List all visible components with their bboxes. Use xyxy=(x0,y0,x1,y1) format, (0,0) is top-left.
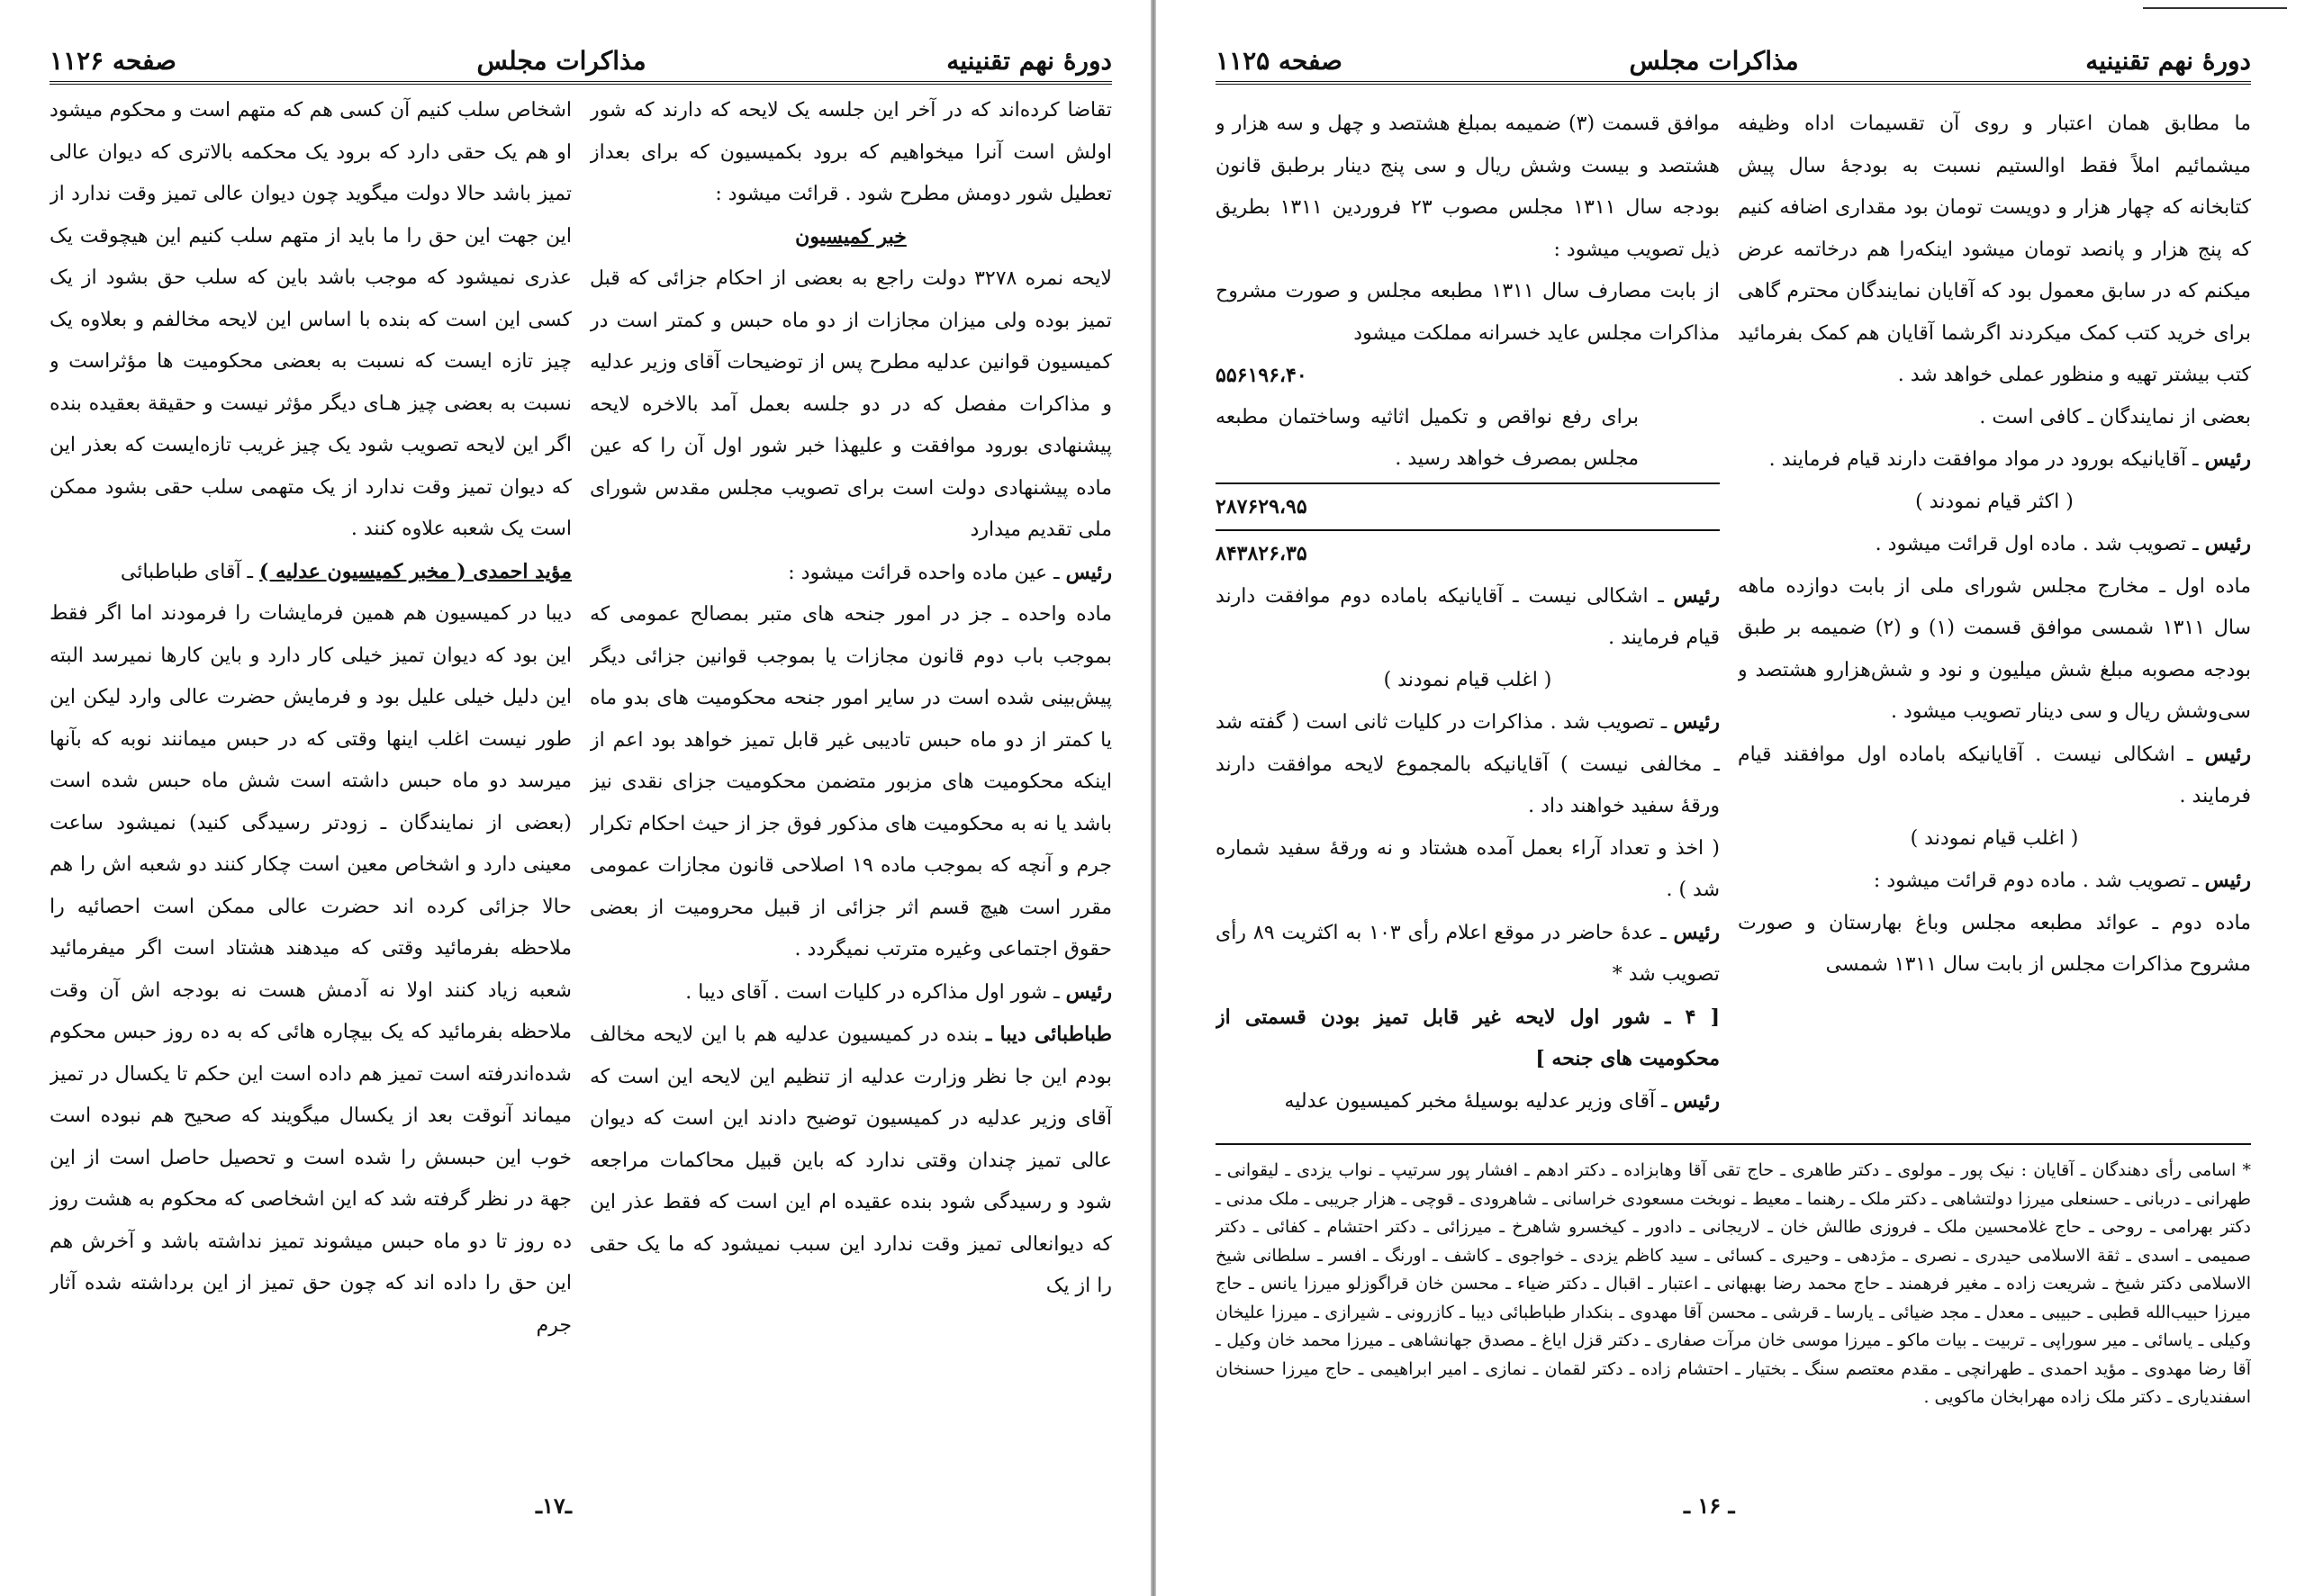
speaker-line xyxy=(1738,734,2251,818)
header-session: دورهٔ نهم تقنینیه xyxy=(946,46,1112,76)
speaker-text: ـ تصویب شد . ماده اول قرائت میشود . xyxy=(1875,533,2199,555)
amount-total-row xyxy=(1216,533,1720,575)
speaker-name: رئیس xyxy=(1673,583,1720,608)
speaker-line xyxy=(1738,438,2251,482)
right-page-col-right xyxy=(1738,104,2251,1134)
right-page-header xyxy=(1216,34,2251,76)
speaker-line xyxy=(1738,523,2251,566)
speaker-text: ـ آقایانیکه بورود در مواد موافقت دارند قیام فرمایند . xyxy=(1768,448,2199,471)
paragraph: بعضی از نمایندگان ـ کافی است . xyxy=(1979,405,2251,428)
paragraph: لایحه نمره ۳۲۷۸ دولت راجع به بعضی از احکام جزائی که قبل تمیز بوده ولی میزان مجازات از دو ماه حبس و کمتر است در کمیسیون قوانین عدلیه مطرح پس از توضیحات آقای وزیر عدلیه و مذاکرات مفصل که در دو جلسه بعمل آمد بالاخره لایحه پیشنهادی بورود موافقت و علیهذا خبر شور اول آن را که عین ماده پیشنهادی دولت است برای تصویب مجلس مقدس شورای ملی تقدیم میدارد xyxy=(590,267,1112,541)
speaker-name: رئیس xyxy=(2204,532,2251,555)
speaker-text: ـ آقای وزیر عدلیه بوسیلهٔ مخبر کمیسیون عدلیه xyxy=(1284,1089,1668,1113)
speaker-line xyxy=(590,1014,1112,1308)
page-number: ـ ۱۶ ـ xyxy=(1684,1492,1735,1519)
speaker-line xyxy=(50,551,572,594)
speaker-text: ـ عدهٔ حاضر در موقع اعلام رأی ۱۰۳ به اکثریت ۸۹ رأی تصویب شد * xyxy=(1216,921,1720,986)
speaker-text: ـ شور اول مذاکره در کلیات است . آقای دیبا . xyxy=(685,980,1060,1004)
speaker-text: ـ اشکالی نیست . آقایانیکه باماده اول موافقند قیام فرمایند . xyxy=(1738,743,2251,807)
speaker-name: رئیس xyxy=(1673,710,1720,734)
amount-divider xyxy=(1216,482,1720,484)
speaker-line xyxy=(1216,1080,1720,1123)
speaker-line xyxy=(1738,860,2251,903)
header-title: مذاکرات مجلس xyxy=(476,46,646,76)
right-page-col-left xyxy=(1216,104,1720,1134)
book-spine xyxy=(1151,0,1156,1596)
amount-value: ۵۵۶۱۹۶،۴۰ xyxy=(1216,364,1307,387)
speaker-text: ـ تصویب شد . مذاکرات در کلیات ثانی است ( گفته شد ـ مخالفی نیست ) آقایانیکه بالمجموع لایحه موافقت دارند ورقهٔ سفید خواهند داد . xyxy=(1216,711,1720,817)
amount-divider xyxy=(1216,529,1720,531)
header-page-label: صفحه ۱۱۲۶ xyxy=(50,46,176,76)
amount-row xyxy=(1216,486,1720,528)
amount-total: ۸۴۳۸۲۶،۳۵ xyxy=(1216,542,1307,565)
amount-row xyxy=(1216,355,1720,397)
speaker-name: طباطبائی دیبا ـ xyxy=(986,1023,1112,1046)
left-page-col-right xyxy=(590,90,1112,1481)
paragraph-text: از بابت مصارف سال ۱۳۱۱ مطبعه مجلس و صورت مشروح مذاکرات مجلس عاید خسرانه مملکت میشود xyxy=(1216,280,1720,345)
speaker-name: رئیس xyxy=(2204,447,2251,471)
stage-note: ( اکثر قیام نمودند ) xyxy=(1915,490,2074,513)
stage-note: ( اغلب قیام نمودند ) xyxy=(1910,826,2079,850)
speaker-name: رئیس xyxy=(2204,869,2251,892)
left-page-header xyxy=(50,34,1112,76)
section-subtitle: خبر کمیسیون xyxy=(795,224,907,248)
section-heading: [ ۴ ـ شور اول لایحه غیر قابل تمیز بودن قسمتی از محکومیت های جنحه ] xyxy=(1216,1005,1720,1070)
paragraph: دیبا در کمیسیون هم همین فرمایشات را فرمودند اما اگر فقط این بود که دیوان تمیز خیلی کار دارد و باین کارها نمیرسد البته این دلیل خیلی علیل بود و فرمایش حضرت عالی وارد لیکن این طور نیست اغلب اینها وقتی که در حبس میمانند نوبه که بآنها میرسد دو ماه حبس داشته است شش ماه حبس شده است (بعضی از نمایندگان ـ زودتر رسیدگی کنید) نمیشود ساعت معینی دارد و اشخاص معین است چکار کنند دو شعبه اش را هم حالا جزائی کرده اند حضرت عالی ممکن است احصائیه را ملاحظه بفرمائید وقتی که میدهند هشتاد است اگر میفرمائید شعبه زیاد کنند اولا نه آدمش هست نه بودجه اش آن وقت ملاحظه بفرمائید که یک بیچاره هائی که به ده روز حبس محکوم شده‌اندرفته است تمیز هم داده است این حکم تا یکسال در تمیز میماند آنوقت بعد از یکسال میگویند که صحیح هم نبوده است خوب این حبسش را شده است و تحصیل حاصل است از این جهة در نظر گرفته شد که این اشخاصی که محکوم به هشت روز ده روز تا دو ماه حبس میشوند تمیز نداشته باشد و آخرش هم این حق را داده اند که چون حق تمیز از این برداشته شده آثار جرم xyxy=(50,602,572,1337)
stage-note: ( اخذ و تعداد آراء بعمل آمده هشتاد و نه ورقهٔ سفید شماره شد ) . xyxy=(1216,836,1720,901)
speaker-text: ـ عین ماده واحده قرائت میشود : xyxy=(788,561,1060,584)
paragraph: اشخاص سلب کنیم آن کسی هم که متهم است و محکوم میشود او هم یک حقی دارد که برود یک محکمه بالاتری که دیوان عالی تمیز باشد حالا دولت میگوید چون دیوان عالی تمیز وقت ندارد از این جهت این حق را ما باید از متهم سلب کنیم این هیچوقت یک عذری نمیشود که موجب باشد باین که سلب حق بشود از یک کسی این است که بنده با اساس این لایحه مخالفم و بعلاوه یک چیز تازه ایست که نسبت به بعضی محکومیت ها مؤثراست و نسبت به بعضی چیز هـای دیگر مؤثر نیست و حقیقة بعقیده بنده اگر این لایحه تصویب شود یک چیز غریب تازه‌ایست که بعذر این که دیوان تمیز وقت ندارد از یک متهمی سلب حقی بشود ممکن است یک شعبه علاوه کنند . xyxy=(50,99,572,540)
speaker-line xyxy=(1216,575,1720,660)
header-rule xyxy=(50,81,1112,85)
footnote-rule xyxy=(1216,1143,2251,1145)
header-page-label: صفحه ۱۱۲۵ xyxy=(1216,46,1342,76)
header-session: دورهٔ نهم تقنینیه xyxy=(2085,46,2251,76)
speaker-name: رئیس xyxy=(1673,920,1720,944)
footnote-voters: * اسامی رأی دهندگان ـ آقایان : نیک پور ـ مولوی ـ دکتر طاهری ـ حاج تقی آقا وهابزاده ـ دکتر ادهم ـ افشار پور سرتیپ ـ نواب یزدی ـ لیقوانی ـ طهرانی ـ دربانی ـ حسنعلی میرزا دولتشاهی ـ دکتر ملک ـ رهنما ـ معیط ـ نوبخت مسعودی خراسانی ـ شاهرودی ـ قوچی ـ هزار جریبی ـ ملک مدنی ـ دکتر بهرامی ـ روحی ـ حاج غلامحسین ملک ـ فروزی طالش خان ـ لاریجانی ـ دادور ـ کیخسرو شاهرخ ـ میرزائی ـ دکتر احتشام ـ کفائی ـ دکتر صمیمی ـ اسدی ـ ثقة الاسلامی حیدری ـ نصری ـ مژدهی ـ وحیری ـ کسائی ـ سید کاظم یزدی ـ خواجوی ـ کاشف ـ اورنگ ـ افسر ـ سلطانی شیخ الاسلامی دکتر شیخ ـ شریعت زاده ـ مغیر فرهمند ـ حاج محمد رضا بهبهانی ـ اعتبار ـ اقبال ـ دکتر ضیاء ـ محسن خان قراگوزلو میرزا یانس ـ حاج میرزا حبیب‌الله قطبی ـ حبیبی ـ معدل ـ مجد ضیائی ـ یارسا ـ قرشی ـ محسن آقا مهدوی ـ بنکدار طباطبائی دیبا ـ کازرونی ـ شیرازی ـ میرزا علیخان وکیلی ـ یاسائی ـ میر سوراپی ـ تربیت ـ بیات ماکو ـ میرزا موسی خان مرآت صفاری ـ دکتر قزل ایاغ ـ مصدق جهانشاهی ـ میرزا محمد خان وکیل ـ آقا رضا مهدوی ـ مؤید احمدی ـ طهرانچی ـ مقدم معتصم سنگ ـ بختیار ـ احتشام زاده ـ دکتر لقمان ـ نمازی ـ امیر ابراهیمی ـ حاج میرزا حسنخان اسفندیاری ـ دکتر ملک زاده مهرابخان ماکویی . xyxy=(1216,1160,2251,1407)
speaker-line xyxy=(1216,701,1720,828)
paragraph: تقاضا کرده‌اند که در آخر این جلسه یک لایحه که دارند که شور اولش است آنرا میخواهیم که برود بکمیسیون که برای بعداز تعطیل شور دومش مطرح شود . قرائت میشود : xyxy=(590,99,1112,205)
speaker-name: رئیس xyxy=(1673,1088,1720,1113)
speaker-name: رئیس xyxy=(1065,560,1112,584)
paragraph: ماده دوم ـ عوائد مطبعه مجلس وباغ بهارستان و صورت مشروح مذاکرات مجلس از بابت سال ۱۳۱۱ شمسی xyxy=(1738,911,2251,976)
speaker-text: ـ اشکالی نیست ـ آقایانیکه باماده دوم موافقت دارند قیام فرمایند . xyxy=(1216,584,1720,649)
speaker-name: مؤید احمدی ( مخبر کمیسیون عدلیه ) xyxy=(259,559,572,583)
paragraph: ماده اول ـ مخارج مجلس شورای ملی از بابت دوازده ماهه سال ۱۳۱۱ شمسی موافق قسمت (۱) و (۲) ضمیمه بر طبق بودجه مصوبه مبلغ شش میلیون و نود و شش‌هزارو هشتصد و سی‌وشش ریال و سی دینار تصویب میشود . xyxy=(1738,574,2251,723)
speaker-text: ـ آقای طباطبائی xyxy=(120,560,254,583)
paragraph xyxy=(1216,271,1720,355)
paragraph: موافق قسمت (۳) ضمیمه بمبلغ هشتصد و چهل و سه هزار و هشتصد و بیست وشش ریال و سی پنج دینار برطبق قانون بودجه سال ۱۳۱۱ مجلس مصوب ۲۳ فروردین ۱۳۱۱ بطریق ذیل تصویب میشود : xyxy=(1216,113,1720,261)
speaker-text: ـ تصویب شد . ماده دوم قرائت میشود : xyxy=(1873,870,2199,892)
paragraph: ماده واحده ـ جز در امور جنحه های متبر بمصالح عمومی که بموجب باب دوم قانون مجازات یا بموجب قوانین جزائی دیگر پیش‌بینی شده است در سایر امور جنحه محکومیت های بدو ماه یا کمتر از دو ماه حبس تادیبی غیر قابل تمیز خواهد بود اعم از اینکه محکومیت های مزبور متضمن محکومیت جزای نقدی نیز باشد یا نه به محکومیت های مذکور فوق جز از حیث احکام تکرار جرم و آنچه که بموجب ماده ۱۹ اصلاحی قانون مجازات عمومی مقرر است هیچ قسم اثر جزائی از قبیل محرومیت از بعضی حقوق اجتماعی وغیره مترتب نمیگردد . xyxy=(590,603,1112,960)
paragraph: برای رفع نواقص و تکمیل اثاثیه وساختمان مطبعه مجلس بمصرف خواهد رسید . xyxy=(1216,405,1639,470)
speaker-line xyxy=(590,971,1112,1014)
paragraph: ما مطابق همان اعتبار و روی آن تقسیمات اداه وظیفه میشمائیم املاً فقط اوالستیم نسبت به بودجهٔ سال پیش کتابخانه که چهار هزار و دویست تومان بود مقداری اضافه کنیم که پنج هزار و پانصد تومان میشود اینکه‌را هم درخاتمه عرض میکنم که در سابق معمول بود که آقایان نمایندگان محترم گاهی برای خرید کتب کمک میکردند اگرشما آقایان هم کمک بفرمائید کتب بیشتر تهیه و منظور عملی خواهد شد . xyxy=(1738,113,2251,386)
header-title: مذاکرات مجلس xyxy=(1629,46,1799,76)
stage-note: ( اغلب قیام نمودند ) xyxy=(1383,668,1552,691)
speaker-line xyxy=(1216,912,1720,996)
speaker-name: رئیس xyxy=(2204,742,2251,766)
speaker-line xyxy=(590,552,1112,595)
right-page xyxy=(1162,0,2305,1596)
page-number: ـ۱۷ـ xyxy=(536,1492,572,1519)
speaker-name: رئیس xyxy=(1065,979,1112,1004)
left-page-col-left xyxy=(50,90,572,1481)
amount-value: ۲۸۷۶۲۹،۹۵ xyxy=(1216,494,1307,518)
left-page xyxy=(0,0,1143,1596)
header-rule xyxy=(1216,81,2251,85)
speaker-text: بنده در کمیسیون عدلیه هم با این لایحه مخالف بودم این جا نظر وزارت عدلیه از تنظیم این لایحه این است که آقای وزیر عدلیه در کمیسیون توضیح دادند این است که دیوان عالی تمیز چندان وقتی ندارد که باین قبیل محاکمات مراجعه شود و رسیدگی شود بنده عقیده ام این است که فقط عذر این که دیوانعالی تمیز وقت ندارد این سبب نمیشود که ما یک حقی را از یک xyxy=(590,1023,1112,1297)
